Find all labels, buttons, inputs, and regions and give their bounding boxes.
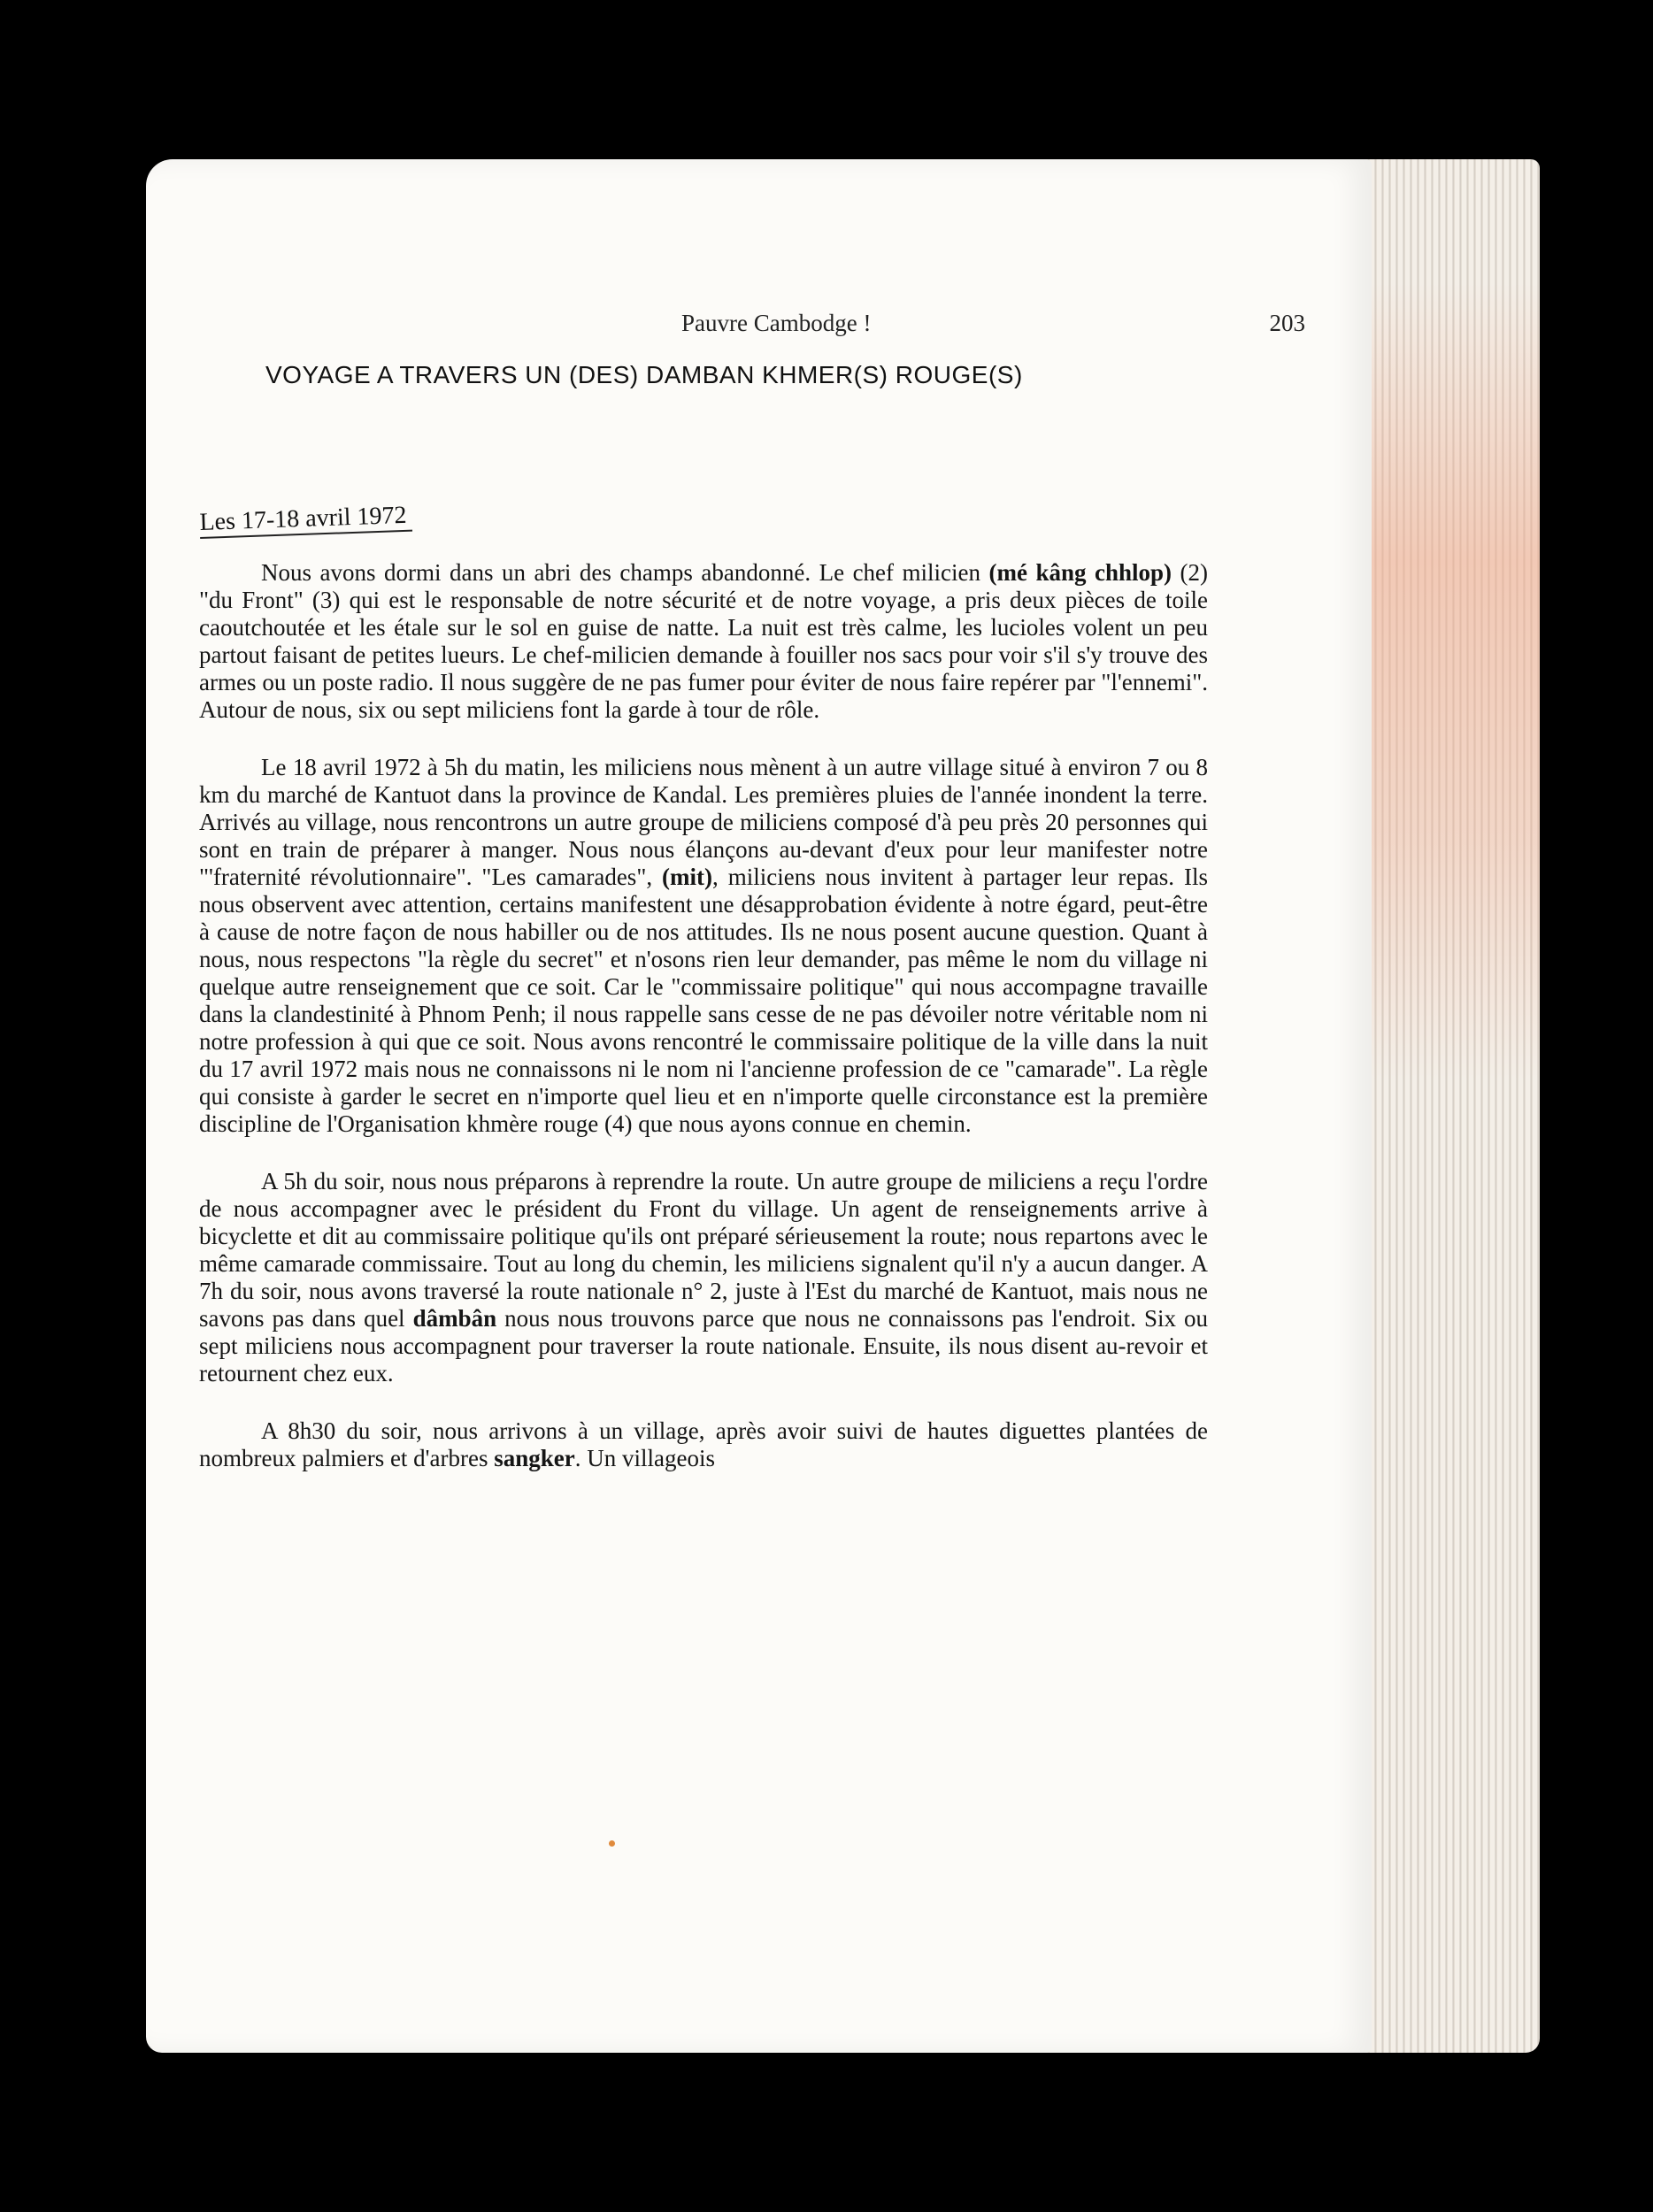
khmer-term: (mé kâng chhlop) [988, 559, 1172, 586]
paragraph-1 [199, 559, 1208, 724]
running-title: Pauvre Cambodge ! [681, 310, 872, 336]
page-number: 203 [1269, 310, 1305, 336]
paragraph-3 [199, 1168, 1208, 1387]
paragraph-text: . Un villageois [574, 1445, 716, 1471]
paragraph-text: A 5h du soir, nous nous préparons à reprendre la route. Un autre groupe de miliciens a reçu l'ordre de nous accompagner avec le président du Front du village. Un agent de renseignements arrive à bicyclette et dit au commissaire politique qu'ils ont préparé sérieusement la route; nous repartons avec le même camarade commissaire. Tout au long du chemin, les miliciens signalent qu'il n'y a aucun danger. A 7h du soir, nous avons traversé la route nationale n° 2, juste à l'Est du marché de Kantuot, mais nous ne savons pas dans quel [199, 1168, 1208, 1332]
paragraph-2 [199, 754, 1208, 1138]
date-heading: Les 17-18 avril 1972 [199, 502, 412, 539]
paragraph-text: Nous avons dormi dans un abri des champs abandonné. Le chef milicien [261, 559, 989, 586]
paragraph-4 [199, 1417, 1208, 1472]
paragraph-text: Le 18 avril 1972 à 5h du matin, les miliciens nous mènent à un autre village situé à environ 7 ou 8 km du marché de Kantuot dans la province de Kandal. Les premières pluies de l'année inondent la terre. Arrivés au village, nous rencontrons un autre groupe de miliciens composé d'à peu près 20 personnes qui sont en train de préparer à manger. Nous nous élançons au-devant d'eux pour leur manifester notre "'fraternité révolutionnaire". "Les camarades", [199, 754, 1208, 890]
khmer-term: sangker [494, 1445, 575, 1471]
book-page [146, 159, 1372, 2053]
paragraph-text: nous nous trouvons parce que nous ne connaissons pas l'endroit. Six ou sept miliciens nous accompagnent pour traverser la route nationale. Ensuite, ils nous disent au-revoir et retournent chez eux. [199, 1305, 1209, 1386]
paragraph-text: A 8h30 du soir, nous arrivons à un village, après avoir suivi de hautes diguettes plantées de nombreux palmiers et d'arbres [199, 1417, 1208, 1471]
khmer-term: dâmbân [412, 1305, 497, 1332]
ink-dot [609, 1840, 615, 1847]
body-text [199, 559, 1208, 1472]
running-head [535, 310, 1305, 345]
paragraph-text: (2) "du Front" (3) qui est le responsable de notre sécurité et de notre voyage, a pris deux pièces de toile caoutchoutée et les étale sur le sol en guise de natte. La nuit est très calme, les lucioles volent un peu partout faisant de petites lueurs. Le chef-milicien demande à fouiller nos sacs pour voir s'il s'y trouve des armes ou un poste radio. Il nous suggère de ne pas fumer pour éviter de nous faire repérer par "l'ennemi". Autour de nous, six ou sept miliciens font la garde à tour de rôle. [199, 559, 1208, 723]
paragraph-text: , miliciens nous invitent à partager leur repas. Ils nous observent avec attention, certains manifestent une désapprobation évidente à notre égard, peut-être à cause de notre façon de nous habiller ou de nos attitudes. Ils ne nous posent aucune question. Quant à nous, nous respectons "la règle du secret" et n'osons rien leur demander, pas même le nom du village ni quelque autre renseignement que ce soit. Car le "commissaire politique" qui nous accompagne travaille dans la clandestinité à Phnom Penh; il nous rappelle sans cesse de ne pas dévoiler notre véritable nom ni notre profession à qui que ce soit. Nous avons rencontré le commissaire politique de la ville dans la nuit du 17 avril 1972 mais nous ne connaissons ni le nom ni l'ancienne profession de ce "camarade". La règle qui consiste à garder le secret en n'importe quel lieu et en n'importe quelle circonstance est la première discipline de l'Organisation khmère rouge (4) que nous ayons connue en chemin. [199, 864, 1208, 1137]
chapter-title: VOYAGE A TRAVERS UN (DES) DAMBAN KHMER(S) ROUGE(S) [265, 361, 1023, 388]
khmer-term: (mit) [662, 864, 713, 890]
